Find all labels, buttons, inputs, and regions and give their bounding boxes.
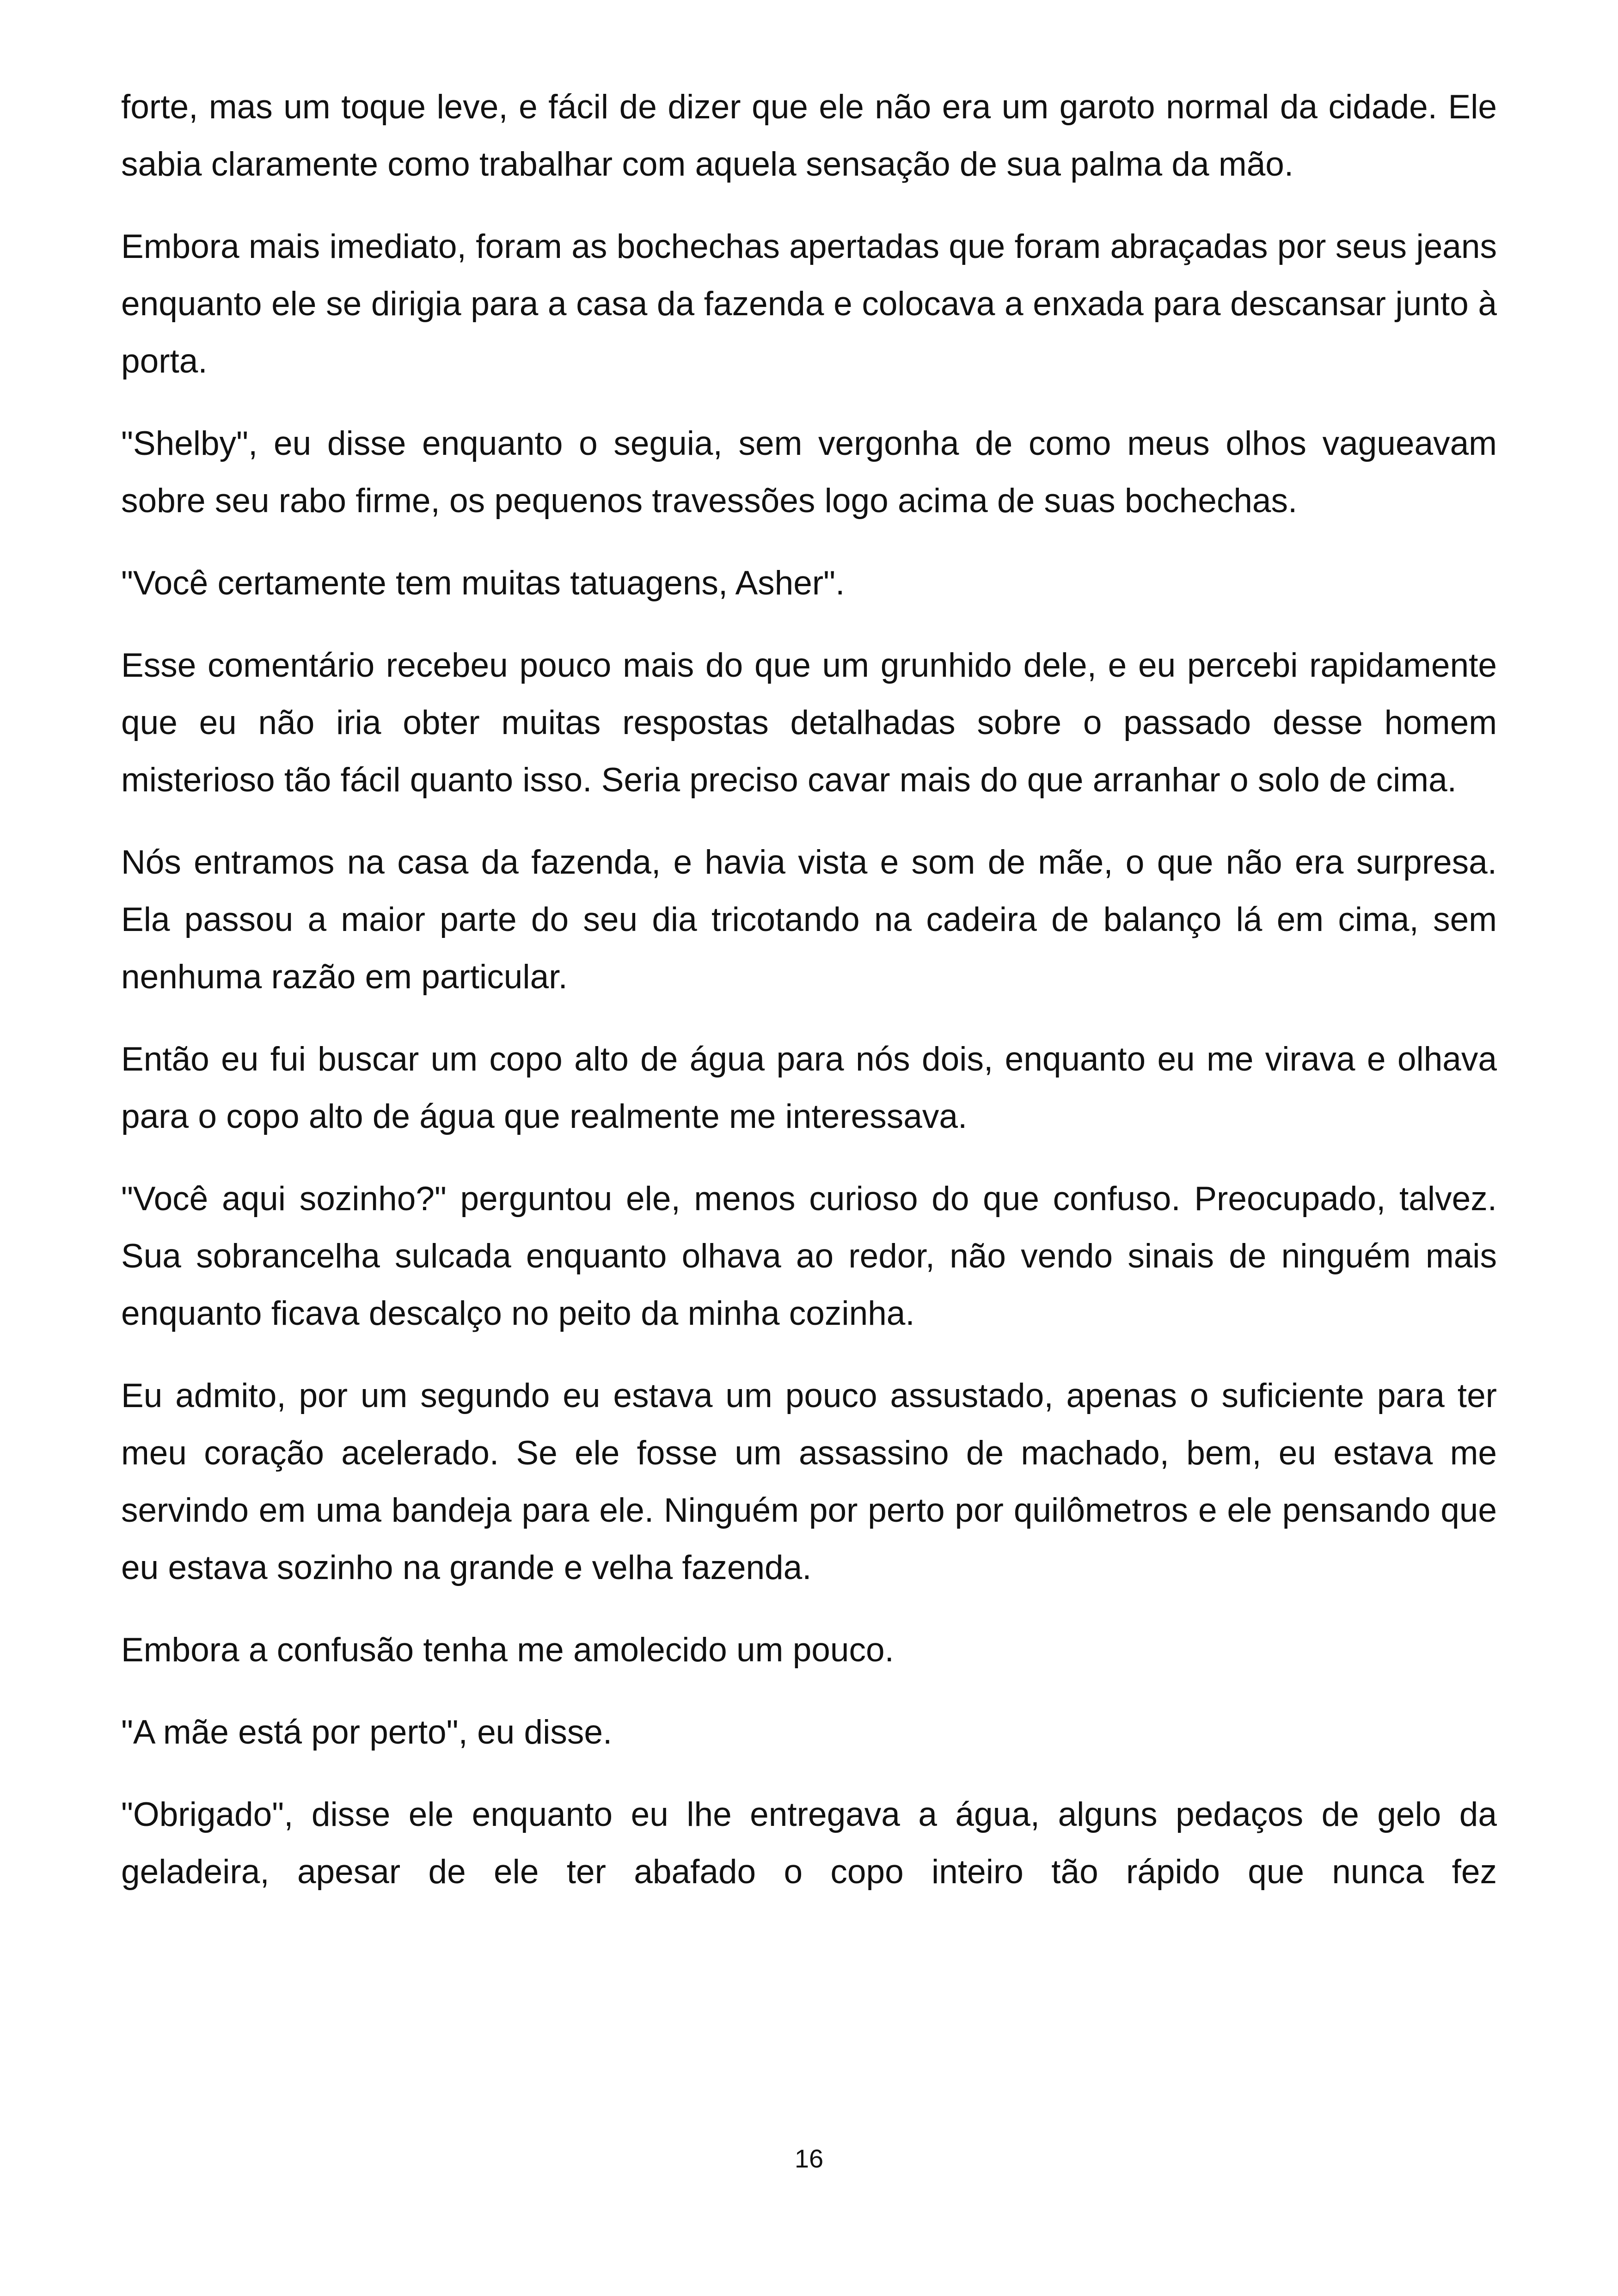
- body-text: [121, 79, 1497, 1926]
- paragraph: Embora a confusão tenha me amolecido um pouco.: [121, 1631, 894, 1669]
- paragraph: Esse comentário recebeu pouco mais do que um grunhido dele, e eu percebi rapidamente que eu não iria obter muitas respostas detalhadas sobre o passado desse homem misterioso tão fácil quanto isso. Seria preciso cavar mais do que arranhar o solo de cima.: [121, 647, 1497, 799]
- paragraph: Eu admito, por um segundo eu estava um pouco assustado, apenas o suficiente para ter meu coração acelerado. Se ele fosse um assassino de machado, bem, eu estava me servindo em uma bandeja para ele. Ninguém por perto por quilômetros e ele pensando que eu estava sozinho na grande e velha fazenda.: [121, 1377, 1497, 1586]
- paragraph: Nós entramos na casa da fazenda, e havia vista e som de mãe, o que não era surpresa. Ela passou a maior parte do seu dia tricotando na cadeira de balanço lá em cima, sem nenhuma razão em particular.: [121, 844, 1497, 996]
- paragraph: "Obrigado", disse ele enquanto eu lhe entregava a água, alguns pedaços de gelo da geladeira, apesar de ele ter abafado o copo inteiro tão rápido que nunca fez: [121, 1796, 1497, 1891]
- paragraph: "Shelby", eu disse enquanto o seguia, sem vergonha de como meus olhos vagueavam sobre seu rabo firme, os pequenos travessões logo acima de suas bochechas.: [121, 425, 1497, 520]
- paragraph: forte, mas um toque leve, e fácil de dizer que ele não era um garoto normal da cidade. Ele sabia claramente como trabalhar com aquela sensação de sua palma da mão.: [121, 88, 1497, 183]
- paragraph: "Você aqui sozinho?" perguntou ele, menos curioso do que confuso. Preocupado, talvez. Sua sobrancelha sulcada enquanto olhava ao redor, não vendo sinais de ninguém mais enquanto ficava descalço no peito da minha cozinha.: [121, 1180, 1497, 1332]
- paragraph: Embora mais imediato, foram as bochechas apertadas que foram abraçadas por seus jeans enquanto ele se dirigia para a casa da fazenda e colocava a enxada para descansar junto à porta.: [121, 228, 1497, 380]
- paragraph: "Você certamente tem muitas tatuagens, Asher".: [121, 564, 845, 602]
- page-number: 16: [794, 2144, 824, 2173]
- paragraph: Então eu fui buscar um copo alto de água para nós dois, enquanto eu me virava e olhava para o copo alto de água que realmente me interessava.: [121, 1041, 1497, 1135]
- paragraph: "A mãe está por perto", eu disse.: [121, 1714, 613, 1751]
